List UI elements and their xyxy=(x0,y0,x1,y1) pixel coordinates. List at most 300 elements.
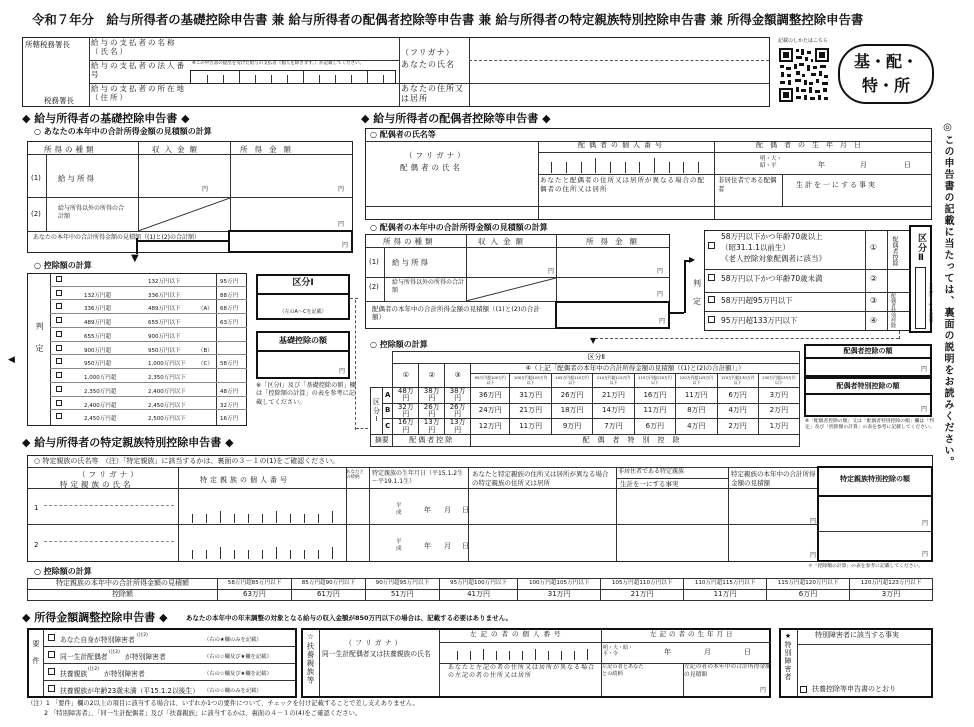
relative-calc-table xyxy=(27,578,933,601)
relative-row2-income-input[interactable] xyxy=(730,525,817,559)
spouse-sub1: ○ 配偶者の氏名等 xyxy=(370,130,436,139)
basic-range-from: 336万円超 xyxy=(84,306,111,313)
basic-note: ※「区分Ⅰ」及び「基礎控除の額」欄は「控除額の計算」の表を参考に記載してください。 xyxy=(256,382,356,406)
opt1-text-a: 58万円以下かつ年齢70歳以上 xyxy=(721,232,823,241)
basic-sub2: ○ 控除額の計算 xyxy=(34,261,92,270)
basic-range-from: 950万円超 xyxy=(84,361,111,368)
tax-office-chief-label: 所轄税務署長 xyxy=(25,40,70,49)
adjust-number-label: 左記の者の個人番号 xyxy=(470,630,565,638)
basic-range-to: 2,400万円以下 xyxy=(148,388,186,395)
adjust-name-label: 同一生計配偶者又は扶養親族の氏名 xyxy=(322,650,431,658)
adjust-req-suffix: が特別障害者 xyxy=(104,670,145,678)
opt2-text: 58万円以下かつ年齢70歳未満 xyxy=(721,274,823,283)
spouse-calc-cell: 24万円 xyxy=(471,403,510,419)
adjust-items xyxy=(44,630,294,698)
basic-range-amount: 63万円 xyxy=(220,320,238,327)
basic-range-from: 1,000万円超 xyxy=(84,375,117,382)
basic-range-from: 655万円超 xyxy=(84,333,111,340)
spouse-month: 月 xyxy=(860,161,867,169)
payer-name-label: 給与の支払者の名称（氏名） xyxy=(91,38,177,56)
adjust-birth-label: 左記の者の生年月日 xyxy=(650,630,736,638)
spouse-calc-cell: 16万円 xyxy=(393,419,419,435)
basic-amount-box[interactable] xyxy=(256,331,350,379)
basic-range-to: 2,350万円以下 xyxy=(148,375,186,382)
basic-col-income: 収入金額 xyxy=(152,145,202,154)
qr-caption: 記載のしかたはこちら xyxy=(778,38,829,44)
relative-nonresident-label: 非居住者である特定親族 xyxy=(618,468,685,475)
basic-range-tag: （A） xyxy=(198,306,213,313)
spouse-calc-cell: 32万円 xyxy=(393,403,419,419)
relative-calc-range: 100万円超105万円以下 xyxy=(518,579,601,590)
basic-range-to: 655万円以下 xyxy=(148,320,181,327)
your-address-input[interactable] xyxy=(470,83,768,105)
adjust-req-right: （右の☆欄のみを記載） xyxy=(204,688,262,694)
adjust-d: 日 xyxy=(744,648,751,656)
relative-row2-number[interactable] xyxy=(178,541,344,559)
adjust-req-item[interactable] xyxy=(44,681,294,697)
basic-range-row xyxy=(50,383,247,397)
basic-range-row xyxy=(50,355,247,369)
basic-range-to: 900万円以下 xyxy=(148,333,181,340)
basic-col-type: 所得の種類 xyxy=(44,145,97,154)
badge-line1: 基・配・ xyxy=(853,52,918,71)
spouse-tbl-title: 区分Ⅱ xyxy=(393,352,800,364)
adjust-income-label: 左記の者の本年中の合計所得金額の見積額 xyxy=(684,664,771,678)
adjust-req-text: 扶養親族 xyxy=(60,670,88,678)
relative-furigana: （フリガナ） xyxy=(78,470,141,479)
spouse-total-input[interactable] xyxy=(555,301,670,329)
adjust-req-item[interactable] xyxy=(44,630,294,646)
relative-calc-range: 115万円超120万円以下 xyxy=(767,579,850,590)
adjust-m: 月 xyxy=(704,648,711,656)
spouse-side-label: 配偶者控除 xyxy=(891,236,898,266)
basic-row1-no: (1) xyxy=(31,174,41,182)
spouse-sum-left: 配偶者控除 xyxy=(393,435,471,447)
basic-range-to: 489万円以下 xyxy=(148,306,181,313)
spouse-bracket: 100万円超105万円以下 xyxy=(510,374,551,388)
payer-number-label: 給与の支払者の法人番号 xyxy=(91,61,186,79)
basic-row1-income-input[interactable] xyxy=(138,155,204,195)
spouse-amt-note: ※「配偶者控除の額」又は「配偶者特別控除の額」欄は「判定」及び「控除額の計算」の表を参考に記載してください。 xyxy=(805,419,935,431)
spouse-birth-label: 配偶者の生年月日 xyxy=(756,141,868,149)
relative-row2-no: 2 xyxy=(34,541,39,549)
form-title: 令和７年分 給与所得者の基礎控除申告書 兼 給与所得者の配偶者控除等申告書 兼 給与所得者の特定親族特別控除申告書 兼 所得金額調整控除申告書 xyxy=(32,12,864,27)
your-name-input[interactable] xyxy=(470,60,768,80)
relative-number-label: 特定親族の個人番号 xyxy=(200,476,290,484)
relative-row1-income-input[interactable] xyxy=(730,489,814,521)
spouse-row1-no: (1) xyxy=(369,258,379,266)
spouse-calc-cell: 14万円 xyxy=(593,403,634,419)
basic-range-row xyxy=(50,300,247,314)
relative-calc-label1: 特定親族の本年中の合計所得金額の見積額 xyxy=(28,579,218,590)
spouse-row1-income-input[interactable] xyxy=(467,248,555,276)
spouse-total-label: 配偶者の本年中の合計所得金額の見積額（(1)と(2)の合計額） xyxy=(372,305,540,322)
adjust-req-checkbox[interactable] xyxy=(48,651,55,658)
relative-calc-range: 90万円超95万円以下 xyxy=(365,579,439,590)
spouse-tbl-c1: ① xyxy=(393,364,419,388)
spouse-calc-cell: 2万円 xyxy=(717,419,758,435)
spouse-calc-cell: 13万円 xyxy=(445,419,471,435)
basic-range-tag: （C） xyxy=(198,361,213,368)
spouse-row2-profit-input[interactable] xyxy=(557,278,669,300)
basic-heading: ◆ 給与所得者の基礎控除申告書 ◆ xyxy=(22,112,190,125)
adjust-req-text: 扶養親族が年齢23歳未満（平15.1.2以後生） xyxy=(60,687,200,695)
spouse-judge1: 判 xyxy=(693,279,701,288)
relative-heading: ◆ 給与所得者の特定親族特別控除申告書 ◆ xyxy=(22,436,234,449)
relative-relation-label: あなたとの続柄 xyxy=(346,470,364,481)
basic-range-row xyxy=(50,410,247,424)
basic-range-amount: 48万円 xyxy=(220,388,238,395)
your-name-label: あなたの氏名 xyxy=(401,60,455,69)
furigana-label: （フリガナ） xyxy=(401,48,455,57)
relative-row2-y: 年 xyxy=(424,542,431,550)
spouse-tbl-c2: ② xyxy=(419,364,445,388)
payer-address-label: 給与の支払者の所在地（住所） xyxy=(91,84,186,102)
adjust-note2: 2 「特別障害者」、「同一生計配偶者」及び「扶養親族」に該当するかは、裏面の４－１の(4)をご確認ください。 xyxy=(44,710,362,717)
spouse-calc-cell: 4万円 xyxy=(676,419,717,435)
spouse-tbl-c3: ③ xyxy=(445,364,471,388)
relative-sub2: ○ 控除額の計算 xyxy=(34,567,92,576)
basic-row2-label: 給与所得以外の所得の合計額 xyxy=(58,205,125,220)
basic-range-checkbox[interactable] xyxy=(56,331,62,337)
relative-row1-no: 1 xyxy=(34,504,39,512)
opt2-no: ② xyxy=(870,274,878,283)
basic-ranges xyxy=(50,273,247,426)
relative-income-label: 特定親族の本年中の合計所得金額の見積額 xyxy=(731,470,816,488)
spouse-sub3: ○ 控除額の計算 xyxy=(370,340,428,349)
adjust-income-yen: 円 xyxy=(760,687,767,694)
spouse-calc-cell: 21万円 xyxy=(510,403,551,419)
spouse-calc-cell: 36万円 xyxy=(471,388,510,404)
basic-range-from: 132万円超 xyxy=(84,292,111,299)
relative-sub1: ○ 特定親族の氏名等 （注）「特定親族」に該当するかは、裏面の３－１の(1)をご確認ください。 xyxy=(34,457,340,465)
basic-range-checkbox[interactable] xyxy=(56,290,62,296)
basic-row1-profit-yen: 円 xyxy=(338,186,345,193)
spouse-row2-label: 給与所得以外の所得の合計額 xyxy=(392,279,465,294)
spouse-nonresident-label: 非居住者である配偶者 xyxy=(718,176,777,193)
spouse-calc-cell: 26万円 xyxy=(551,388,592,404)
relative-row1-d: 日 xyxy=(462,506,469,514)
spouse-calc-cell: A xyxy=(383,388,393,404)
left-arrow-icon: ◀ xyxy=(8,355,15,365)
spouse-heading: ◆ 給与所得者の配偶者控除等申告書 ◆ xyxy=(361,112,551,125)
basic-range-to: 950万円以下 xyxy=(148,347,181,354)
spouse-bracket: 115万円超120万円以下 xyxy=(634,374,675,388)
basic-range-row xyxy=(50,314,247,328)
adjust-req-right: （右の☆欄及び★欄を記載） xyxy=(204,671,272,677)
kubun2-note: （左の①～④を記載） xyxy=(928,280,933,326)
spouse-side-label2: 配偶者特別控除 xyxy=(890,293,896,328)
opt2-checkbox[interactable] xyxy=(708,273,715,281)
opt3-checkbox[interactable] xyxy=(708,295,715,303)
basic-range-to: 1,000万円以下 xyxy=(148,361,186,368)
relative-calc-range: 105万円超110万円以下 xyxy=(601,579,684,590)
spouse-bracket: 110万円超115万円以下 xyxy=(593,374,634,388)
relative-row1-era: 平成 xyxy=(396,503,402,517)
opt3-no: ③ xyxy=(870,296,878,305)
spouse-kubun1-label: 区 分 Ⅰ xyxy=(371,388,383,435)
adjust-req-mark: (注2) xyxy=(109,650,120,655)
spouse-row1-profit-yen: 円 xyxy=(657,268,664,275)
spouse-calc-cell: 13万円 xyxy=(419,419,445,435)
spouse-col-income: 収入金額 xyxy=(478,237,528,246)
relative-calc-range: 110万円超115万円以下 xyxy=(684,579,767,590)
basic-range-row xyxy=(50,342,247,356)
basic-range-amount: 32万円 xyxy=(220,402,238,409)
relative-calc-amount: 11万円 xyxy=(684,590,767,601)
payer-number-boxes[interactable] xyxy=(190,70,396,84)
form-type-badge xyxy=(838,44,934,104)
spouse-era: 明・大・昭・平 xyxy=(760,156,783,169)
relative-note: ＊「控除額の計算」の表を参考に記載してください。 xyxy=(808,564,924,569)
adjust-heading: ◆ 所得金額調整控除申告書 ◆ xyxy=(22,611,168,624)
spouse-total-yen: 円 xyxy=(658,318,665,325)
spouse-same-living-label: 生計を一にする事実 xyxy=(796,181,877,189)
basic-range-amount: 95万円 xyxy=(220,279,238,285)
basic-judge-label: 判定 xyxy=(35,322,44,366)
spouse-calc-cell: 7万円 xyxy=(593,419,634,435)
spouse-calc-cell: B xyxy=(383,403,393,419)
spouse-col-profit: 所得金額 xyxy=(586,237,644,246)
opt1-text-c: 《老人控除対象配偶者に該当》 xyxy=(721,254,826,263)
relative-same-living-label: 生計を一にする事実 xyxy=(620,480,679,488)
spouse-name-label: 配偶者の氏名 xyxy=(400,163,463,172)
spouse-amt1-label: 配偶者控除の額 xyxy=(843,347,893,355)
basic-range-row xyxy=(50,397,247,411)
relative-row2-d: 日 xyxy=(462,542,469,550)
adjust-era: 明・大・昭・平・令 xyxy=(603,645,634,657)
spouse-calc-cell: C xyxy=(383,419,393,435)
spouse-furigana: （フリガナ） xyxy=(405,151,468,160)
spouse-row2-no: (2) xyxy=(369,283,379,291)
basic-range-amount: 68万円 xyxy=(220,306,238,313)
spouse-calc-cell: 38万円 xyxy=(445,388,471,404)
basic-range-amount: 88万円 xyxy=(220,292,238,299)
spouse-calc-cell: 16万円 xyxy=(634,388,675,404)
relative-calc-range: 58万円超85万円以下 xyxy=(218,579,292,590)
spouse-judge2: 定 xyxy=(693,297,701,306)
spouse-calc-cell: 3万円 xyxy=(758,388,799,404)
basic-range-row xyxy=(50,369,247,383)
spouse-row1-income-yen: 円 xyxy=(548,268,555,275)
basic-range-from: 2,350万円超 xyxy=(84,388,117,395)
basic-range-checkbox[interactable] xyxy=(56,358,62,364)
spouse-calc-cell: 11万円 xyxy=(676,388,717,404)
spouse-calc-cell: 6万円 xyxy=(717,388,758,404)
relative-calc-amount: 31万円 xyxy=(518,590,601,601)
side-note: ◎この申告書の記載に当たっては、裏面の説明をお読みください。 xyxy=(942,122,953,468)
spouse-day: 日 xyxy=(904,161,911,169)
adjust-furigana: （フリガナ） xyxy=(345,639,405,647)
basic-row1-profit-input[interactable] xyxy=(230,155,352,195)
relative-ded1-yen: 円 xyxy=(921,520,928,527)
basic-range-checkbox[interactable] xyxy=(56,386,62,392)
relative-row1-number[interactable] xyxy=(178,505,344,523)
relative-row2-m: 月 xyxy=(444,542,451,550)
spouse-calc-cell: 26万円 xyxy=(445,403,471,419)
kubun1-box[interactable] xyxy=(256,274,350,320)
adjust-req-checkbox[interactable] xyxy=(48,685,55,692)
adjust-req-item[interactable] xyxy=(44,647,294,663)
spouse-calc-cell: 4万円 xyxy=(717,403,758,419)
relative-calc-amount: 51万円 xyxy=(365,590,439,601)
relative-deduction-label: 特定親族特別控除の額 xyxy=(840,475,910,483)
basic-range-from: 2,400万円超 xyxy=(84,402,117,409)
spouse-calc-cell: 11万円 xyxy=(510,419,551,435)
basic-range-checkbox[interactable] xyxy=(56,317,62,323)
down-arrow-icon: ▼ xyxy=(131,253,139,264)
basic-range-from: 489万円超 xyxy=(84,320,111,327)
adjust-req-mark: (注2) xyxy=(88,667,99,672)
basic-row2-profit-input[interactable] xyxy=(230,198,352,230)
basic-range-to: 2,500万円以下 xyxy=(148,416,186,423)
opt4-checkbox[interactable] xyxy=(708,315,715,323)
badge-line2: 特・所 xyxy=(861,76,910,95)
relative-deduction-box[interactable] xyxy=(817,466,933,562)
adjust-req-item[interactable] xyxy=(44,664,294,680)
relative-calc-amount: 41万円 xyxy=(439,590,517,601)
opt1-text-b: （昭31.1.1以前生） xyxy=(721,243,790,252)
relative-calc-amount: 63万円 xyxy=(218,590,292,601)
basic-total-yen: 円 xyxy=(341,242,348,249)
adjust-req-text: 同一生計配偶者 xyxy=(60,653,108,661)
relative-calc-amount: 61万円 xyxy=(291,590,365,601)
relative-calc-range: 95万円超100万円以下 xyxy=(439,579,517,590)
opt4-text: 95万円超133万円以下 xyxy=(721,316,798,325)
spouse-number-label: 配偶者の個人番号 xyxy=(578,141,666,149)
basic-row2-yen: 円 xyxy=(338,221,345,228)
relative-row1-m: 月 xyxy=(444,506,451,514)
adjust-req-checkbox[interactable] xyxy=(48,634,55,641)
kubun1-label: 区分Ⅰ xyxy=(292,278,314,288)
relative-birth-label: 特定親族の生年月日（平15.1.2生～平19.1.1生） xyxy=(372,470,464,486)
opt3-text: 58万円超95万円以下 xyxy=(721,296,793,305)
relative-calc-range: 120万円超123万円以下 xyxy=(849,579,932,590)
spouse-addr-label: あなたと配偶者の住所又は居所が異なる場合の配偶者の住所又は居所 xyxy=(540,176,705,193)
spouse-bracket: 105万円超110万円以下 xyxy=(551,374,592,388)
adjust-req-mark: (注2) xyxy=(137,633,148,638)
basic-range-to: 336万円以下 xyxy=(148,292,181,299)
spouse-calc-cell: 26万円 xyxy=(419,403,445,419)
spouse-bracket: 125万円超130万円以下 xyxy=(717,374,758,388)
relative-row1-y: 年 xyxy=(424,506,431,514)
spouse-row1-label: 給与所得 xyxy=(392,258,430,267)
adjust-req-checkbox[interactable] xyxy=(48,668,55,675)
opt1-checkbox[interactable] xyxy=(708,236,715,249)
spouse-bracket: 95万円超100万円以下 xyxy=(471,374,510,388)
relative-inc2-yen: 円 xyxy=(810,552,817,559)
relative-addr-label: あなたと特定親族の住所又は居所が異なる場合の特定親族の住所又は居所 xyxy=(472,470,609,488)
spouse-col-type: 所得の種類 xyxy=(383,237,436,246)
spouse-tbl-c4: ④（上記「配偶者の本年中の合計所得金額の見積額（(1)と(2)の合計額）」） xyxy=(471,364,800,374)
spouse-calc-cell: 21万円 xyxy=(593,388,634,404)
adjust-req-label: 要件 xyxy=(32,640,40,674)
basic-row1-income-yen: 円 xyxy=(202,186,209,193)
basic-range-checkbox[interactable] xyxy=(56,303,62,309)
adjust-relation-label: 左記の者とあなたとの続柄 xyxy=(602,664,644,678)
basic-range-row xyxy=(50,273,247,287)
basic-range-to: 132万円以下 xyxy=(148,279,181,285)
opt1-no: ① xyxy=(870,243,878,252)
qr-code-icon[interactable] xyxy=(778,47,830,103)
relative-row2-era: 平成 xyxy=(396,539,402,553)
basic-range-amount: 58万円 xyxy=(220,361,238,368)
relative-calc-amount: 21万円 xyxy=(601,590,684,601)
spouse-year: 年 xyxy=(818,161,825,169)
adjust-y: 年 xyxy=(664,648,671,656)
basic-range-amount: 16万円 xyxy=(220,416,238,423)
basic-col-profit: 所得金額 xyxy=(240,145,298,154)
spouse-calc-cell: 18万円 xyxy=(551,403,592,419)
relative-calc-amount: 6万円 xyxy=(767,590,850,601)
adjust-req-suffix: が特別障害者 xyxy=(125,653,166,661)
spouse-calc-cell: 6万円 xyxy=(634,419,675,435)
basic-amount-yen: 円 xyxy=(338,368,345,375)
relative-calc-label2: 控除額 xyxy=(28,590,218,601)
relative-ded2-yen: 円 xyxy=(921,551,928,558)
basic-amount-label: 基礎控除の額 xyxy=(279,336,327,345)
basic-row1-label: 給与所得 xyxy=(58,174,96,183)
basic-range-row xyxy=(50,328,247,342)
basic-range-checkbox[interactable] xyxy=(56,345,62,351)
spouse-amt1-box[interactable] xyxy=(804,344,932,377)
basic-range-from: 900万円超 xyxy=(84,347,111,354)
down-arrow2-icon: ▼ xyxy=(590,336,597,345)
basic-range-checkbox[interactable] xyxy=(56,372,62,378)
spouse-bracket: 130万円超133万円以下 xyxy=(758,374,799,388)
basic-range-checkbox[interactable] xyxy=(56,413,62,419)
spouse-calc-table xyxy=(370,351,800,447)
basic-range-checkbox[interactable] xyxy=(56,276,62,282)
basic-range-checkbox[interactable] xyxy=(56,400,62,406)
spouse-calc-cell: 11万円 xyxy=(634,403,675,419)
basic-range-to: 2,450万円以下 xyxy=(148,402,186,409)
spouse-amt1-yen: 円 xyxy=(920,366,927,373)
right-arrow-icon: ▶ xyxy=(689,255,696,264)
relative-calc-amount: 3万円 xyxy=(849,590,932,601)
spouse-calc-cell: 48万円 xyxy=(393,388,419,404)
tax-office-suffix: 税務署長 xyxy=(44,96,74,105)
spouse-summary: 摘要 xyxy=(371,435,393,447)
relative-calc-range: 85万円超90万円以下 xyxy=(291,579,365,590)
basic-total-label: あなたの本年中の合計所得金額の見積額（(1)と(2)の合計額） xyxy=(33,234,200,241)
spouse-calc-cell: 9万円 xyxy=(551,419,592,435)
spouse-calc-cell: 8万円 xyxy=(676,403,717,419)
adjust-req-right: （右の☆欄及び★欄を記載） xyxy=(204,654,272,660)
basic-range-row xyxy=(50,287,247,301)
adjust-req-right: （右の★欄のみを記載） xyxy=(204,637,262,643)
adjust-number-boxes[interactable] xyxy=(444,645,598,660)
basic-range-tag: （B） xyxy=(198,347,213,354)
adjust-req-text: あなた自身が特別障害者 xyxy=(60,636,135,644)
spouse-row2-yen: 円 xyxy=(657,291,664,298)
spouse-calc-cell: 2万円 xyxy=(758,403,799,419)
spouse-sum-right: 配偶者特別控除 xyxy=(471,435,800,447)
adjust-fact-checkbox[interactable] xyxy=(800,685,807,693)
spouse-row1-profit-input[interactable] xyxy=(557,248,669,276)
kubun2-label: 区分Ⅱ xyxy=(916,233,926,264)
basic-range-from: 2,450万円超 xyxy=(84,416,117,423)
spouse-amt2-box[interactable] xyxy=(804,377,932,417)
spouse-number-boxes[interactable] xyxy=(537,152,713,173)
your-address-label: あなたの住所又は居所 xyxy=(401,84,464,103)
basic-total-input[interactable] xyxy=(228,230,353,253)
adjust-black-star: ★特別障害者 xyxy=(784,632,792,681)
relative-inc1-yen: 円 xyxy=(810,518,817,525)
kubun1-note: （左のA～Cを記載） xyxy=(279,309,327,315)
basic-sub1: ○ あなたの本年中の合計所得金額の見積額の計算 xyxy=(34,127,212,136)
opt4-no: ④ xyxy=(870,316,878,325)
